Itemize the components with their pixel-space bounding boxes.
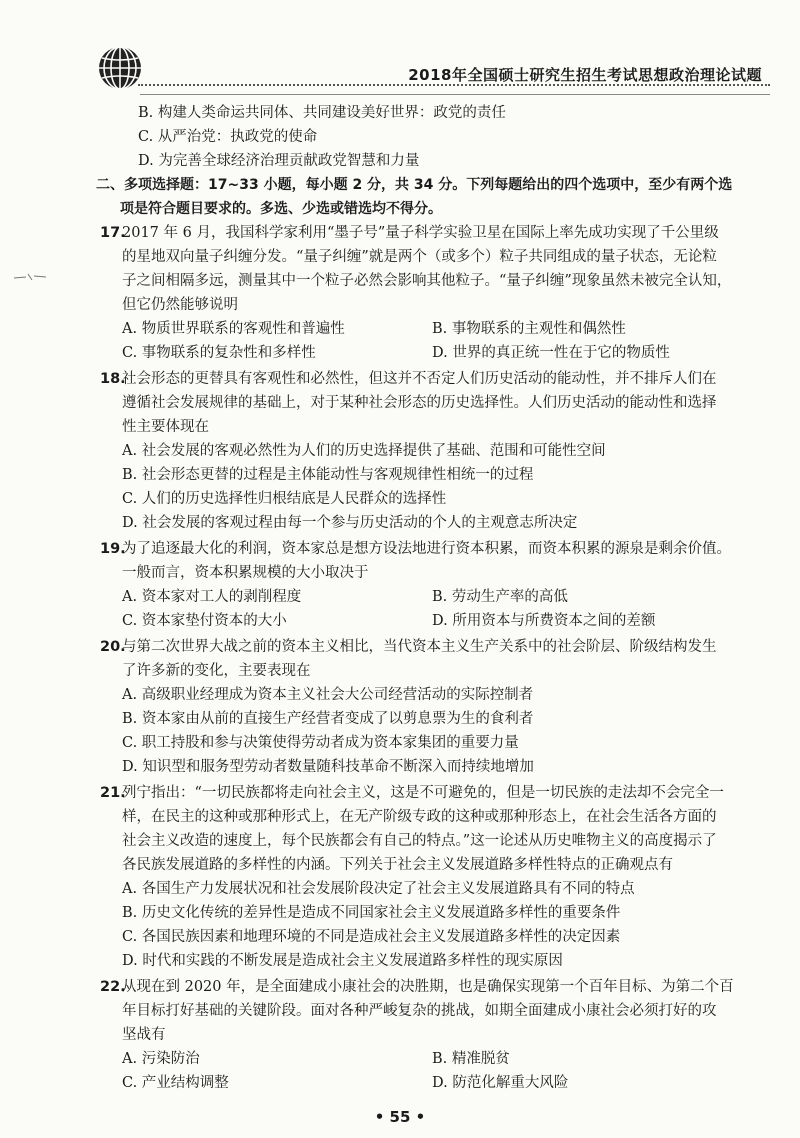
question-17-stem: 的星地双向量子纠缠分发。“量子纠缠”就是两个（或多个）粒子共同组成的量子状态，无论粒: [122, 249, 717, 265]
section-heading-line2: 项是符合题目要求的。多选、少选或错选均不得分。: [120, 201, 442, 217]
header-rule: [140, 94, 770, 95]
question-17-stem: 子之间相隔多远，测量其中一个粒子必然会影响其他粒子。“量子纠缠”现象虽然未被完全认知，: [122, 273, 732, 289]
question-20-option-d: D. 知识型和服务型劳动者数量随科技革命不断深入而持续地增加: [122, 759, 534, 775]
question-19-option-d: D. 所用资本与所费资本之间的差额: [432, 613, 656, 629]
question-17-stem: 但它仍然能够说明: [122, 297, 238, 313]
prev-option-b: B. 构建人类命运共同体、共同建设美好世界：政党的责任: [138, 105, 506, 121]
question-18-option-b: B. 社会形态更替的过程是主体能动性与客观规律性相统一的过程: [122, 467, 534, 483]
question-20-option-a: A. 高级职业经理成为资本主义社会大公司经营活动的实际控制者: [122, 687, 534, 703]
section-heading-line1: 二、多项选择题：17~33 小题，每小题 2 分，共 34 分。下列每题给出的四个选项中，至少有两个选: [96, 177, 733, 193]
question-17-option-b: B. 事物联系的主观性和偶然性: [432, 321, 626, 337]
question-21-option-c: C. 各国民族因素和地理环境的不同是造成社会主义发展道路多样性的决定因素: [122, 929, 621, 945]
question-21-option-a: A. 各国生产力发展状况和社会发展阶段决定了社会主义发展道路具有不同的特点: [122, 881, 635, 897]
question-22-option-d: D. 防范化解重大风险: [432, 1075, 569, 1091]
page-number: • 55 •: [374, 1108, 426, 1126]
question-17-option-a: A. 物质世界联系的客观性和普遍性: [122, 321, 345, 337]
question-19-option-a: A. 资本家对工人的剥削程度: [122, 589, 302, 605]
question-20-option-b: B. 资本家由从前的直接生产经营者变成了以剪息票为生的食利者: [122, 711, 534, 727]
question-19-stem: 为了追逐最大化的利润，资本家总是想方设法地进行资本积累，而资本积累的源泉是剩余价值。: [122, 541, 731, 557]
question-22-option-a: A. 污染防治: [122, 1051, 200, 1067]
question-20-number: 20.: [100, 639, 126, 655]
question-18-option-a: A. 社会发展的客观必然性为人们的历史选择提供了基础、范围和可能性空间: [122, 443, 606, 459]
question-18-option-c: C. 人们的历史选择性归根结底是人民群众的选择性: [122, 491, 447, 507]
question-17-option-d: D. 世界的真正统一性在于它的物质性: [432, 345, 670, 361]
question-21-stem: 社会主义改造的速度上，每个民族都会有自己的特点。”这一论述从历史唯物主义的高度揭示了: [122, 833, 717, 849]
question-18-number: 18.: [100, 371, 126, 387]
question-20-stem: 了许多新的变化，主要表现在: [122, 663, 311, 679]
question-21-option-b: B. 历史文化传统的差异性是造成不同国家社会主义发展道路多样性的重要条件: [122, 905, 621, 921]
prev-option-d: D. 为完善全球经济治理贡献政党智慧和力量: [138, 153, 420, 169]
question-21-number: 21.: [100, 785, 126, 801]
question-21-option-d: D. 时代和实践的不断发展是造成社会主义发展道路多样性的现实原因: [122, 953, 563, 969]
margin-scribble: [12, 268, 48, 284]
page-header: [0, 0, 800, 100]
question-18-option-d: D. 社会发展的客观过程由每一个参与历史活动的个人的主观意志所决定: [122, 515, 578, 531]
question-18-stem: 性主要体现在: [122, 419, 209, 435]
question-19-stem: 一般而言，资本积累规模的大小取决于: [122, 565, 369, 581]
header-title: 2018年全国硕士研究生招生考试思想政治理论试题: [408, 66, 762, 84]
question-21-stem: 样，在民主的这种或那种形式上，在无产阶级专政的这种或那种形态上，在社会生活各方面的: [122, 809, 717, 825]
question-22-number: 22.: [100, 979, 126, 995]
question-19-option-b: B. 劳动生产率的高低: [432, 589, 568, 605]
question-20-stem: 与第二次世界大战之前的资本主义相比，当代资本主义生产关系中的社会阶层、阶级结构发生: [122, 639, 717, 655]
question-17-stem: 2017 年 6 月，我国科学家利用“墨子号”量子科学实验卫星在国际上率先成功实现了千公里级: [122, 225, 719, 241]
prev-option-c: C. 从严治党：执政党的使命: [138, 129, 318, 145]
globe-logo-icon: [96, 44, 144, 92]
question-17-option-c: C. 事物联系的复杂性和多样性: [122, 345, 316, 361]
question-22-stem: 坚战有: [122, 1027, 166, 1043]
question-17-number: 17.: [100, 225, 126, 241]
question-18-stem: 社会形态的更替具有客观性和必然性，但这并不否定人们历史活动的能动性，并不排斥人们在: [122, 371, 717, 387]
question-19-option-c: C. 资本家垫付资本的大小: [122, 613, 287, 629]
question-21-stem: 列宁指出：“一切民族都将走向社会主义，这是不可避免的，但是一切民族的走法却不会完全一: [122, 785, 724, 801]
question-22-stem: 年目标打好基础的关键阶段。面对各种严峻复杂的挑战，如期全面建成小康社会必须打好的攻: [122, 1003, 717, 1019]
question-20-option-c: C. 职工持股和参与决策使得劳动者成为资本家集团的重要力量: [122, 735, 519, 751]
question-22-stem: 从现在到 2020 年，是全面建成小康社会的决胜期，也是确保实现第一个百年目标、为第二个百: [122, 979, 734, 995]
question-22-option-c: C. 产业结构调整: [122, 1075, 229, 1091]
question-21-stem: 各民族发展道路的多样性的内涵。下列关于社会主义发展道路多样性特点的正确观点有: [122, 857, 673, 873]
question-19-number: 19.: [100, 541, 126, 557]
question-22-option-b: B. 精准脱贫: [432, 1051, 510, 1067]
question-18-stem: 遵循社会发展规律的基础上，对于某种社会形态的历史选择性。人们历史活动的能动性和选择: [122, 395, 717, 411]
